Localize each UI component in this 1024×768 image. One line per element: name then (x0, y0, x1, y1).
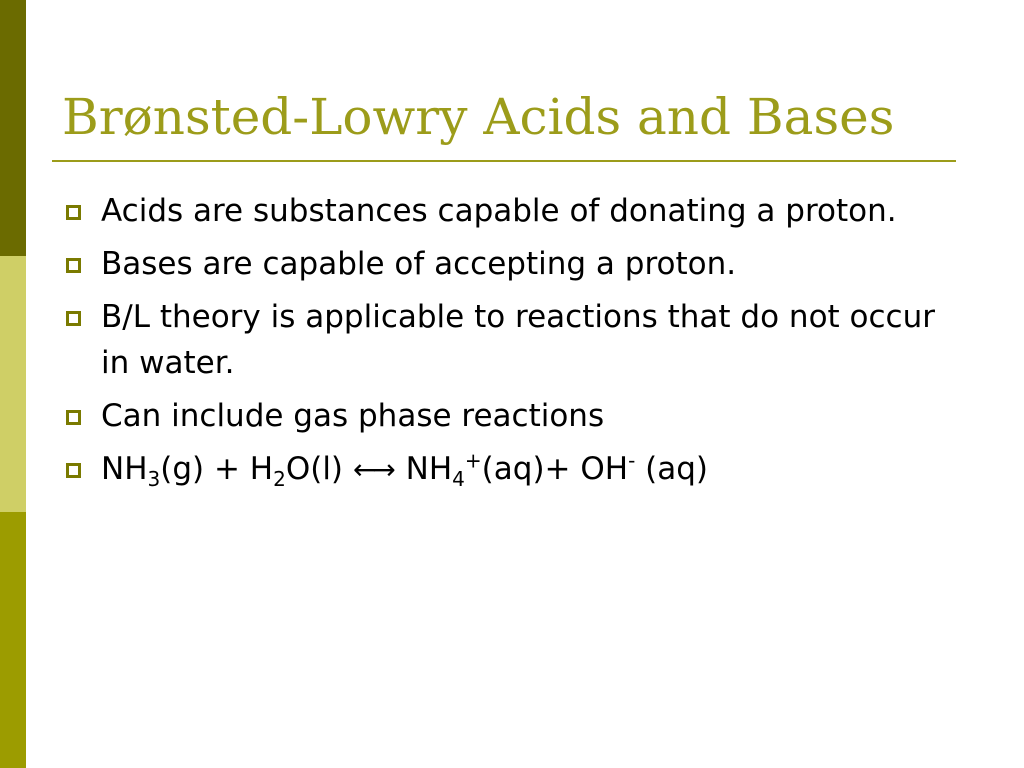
slide-title: Brønsted-Lowry Acids and Bases (62, 88, 895, 146)
sidebar-stripe-top (0, 0, 26, 256)
bullet-text: Bases are capable of accepting a proton. (101, 246, 737, 282)
bullet-text: Can include gas phase reactions (101, 398, 605, 434)
gas-phase-and-water: (g) + H (160, 451, 274, 487)
ammonia-subscript: 3 (147, 467, 161, 492)
ammonia-formula: NH (101, 451, 148, 487)
bullet-text: Acids are substances capable of donating a proton. (101, 193, 897, 229)
water-formula-rest: O(l) (285, 451, 353, 487)
bullet-item (64, 241, 944, 287)
bullet-item (64, 294, 944, 386)
bullet-item (64, 188, 944, 234)
square-bullet-icon (66, 410, 81, 425)
sidebar-stripe-middle (0, 256, 26, 512)
hydroxide-phase: (aq) (635, 451, 709, 487)
square-bullet-icon (66, 205, 81, 220)
ammonium-charge: + (464, 448, 482, 473)
square-bullet-icon (66, 463, 81, 478)
bullet-list (64, 188, 944, 500)
ammonium-formula: NH (395, 451, 453, 487)
hydroxide-charge: - (628, 448, 636, 473)
ammonium-subscript: 4 (452, 467, 465, 492)
water-subscript: 2 (273, 467, 286, 492)
square-bullet-icon (66, 311, 81, 326)
aqueous-and-hydroxide: (aq)+ OH (481, 451, 629, 487)
title-divider (52, 160, 956, 162)
chemical-equation (101, 448, 709, 492)
bullet-item (64, 393, 944, 439)
bullet-text: B/L theory is applicable to reactions that do not occur in water. (101, 299, 935, 381)
square-bullet-icon (66, 258, 81, 273)
sidebar-stripe-bottom (0, 512, 26, 768)
equilibrium-arrows-icon: ←→ (352, 453, 392, 486)
bullet-item-equation (64, 446, 944, 493)
